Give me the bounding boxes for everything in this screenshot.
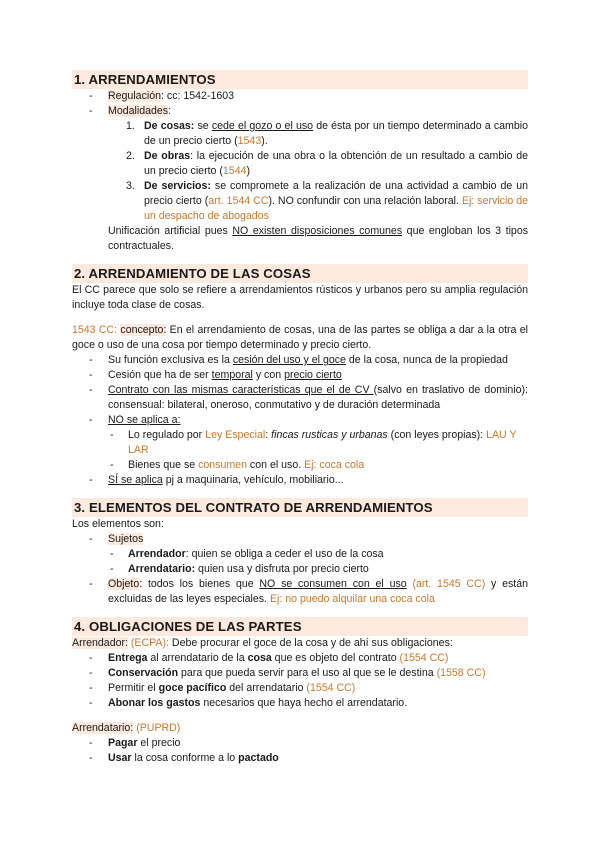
document-page: [72, 70, 528, 776]
modalidades-list: [126, 119, 528, 224]
section-4-title: 4. OBLIGACIONES DE LAS PARTES: [72, 617, 528, 636]
arrendatario-obligaciones-list: [72, 736, 528, 766]
obligacion-pagar: - Pagar el precio: [72, 736, 528, 751]
section-1-list: [72, 89, 528, 119]
regulacion-item: - Regulación: cc: 1542-1603: [72, 89, 528, 104]
section-3-title: 3. ELEMENTOS DEL CONTRATO DE ARRENDAMIENTOS: [72, 498, 528, 517]
si-aplica-item: - SÍ se aplica pj a maquinaria, vehículo, mobiliario...: [72, 473, 528, 488]
cesion-item: - Cesión que ha de ser temporal y con precio cierto: [72, 368, 528, 383]
obligacion-goce: - Permitir el goce pacífico del arrendatario (1554 CC): [72, 681, 528, 696]
arrendatario-paragraph: Arrendatario: (PUPRD): [72, 722, 181, 734]
arrendador-item: - Arrendador: quien se obliga a ceder el uso de la cosa: [108, 547, 528, 562]
arrendador-obligaciones-list: [72, 651, 528, 711]
modalidad-item-1: 1. De cosas: se cede el gozo o el uso de ésta por un tiempo determinado a cambio de un precio cierto (1543).: [126, 120, 528, 147]
section-2-list: [72, 353, 528, 428]
section-2-list-cont: [72, 473, 528, 488]
no-aplica-item: - NO se aplica a:: [72, 413, 528, 428]
obligacion-gastos: - Abonar los gastos necesarios que haya hecho el arrendatario.: [72, 696, 528, 711]
section-arrendamiento-cosas: [72, 264, 528, 488]
bienes-consumen-item: - Bienes que se consumen con el uso. Ej: coca cola: [108, 458, 528, 473]
concepto-paragraph: 1543 CC: concepto: En el arrendamiento de cosas, una de las partes se obliga a dar a la otra el goce o uso de una cosa por tiempo determinado y precio cierto.: [72, 324, 528, 351]
section-2-intro: El CC parece que solo se refiere a arrendamientos rústicos y urbanos pero su amplia regulación incluye toda clase de cosas.: [72, 284, 528, 311]
section-1-title: 1. ARRENDAMIENTOS: [72, 70, 528, 89]
contrato-item: - Contrato con las mismas características que el de CV (salvo en traslativo de dominio): consensual: bilateral, oneroso, conmutativo y de duración determinada: [72, 383, 528, 413]
obligacion-conservacion: - Conservación para que pueda servir para el uso al que se le destina (1558 CC): [72, 666, 528, 681]
arrendador-paragraph: Arrendador: (ECPA): Debe procurar el goce de la cosa y de ahí sus obligaciones:: [72, 637, 453, 649]
ley-especial-item: - Lo regulado por Ley Especial: fincas rusticas y urbanas (con leyes propias): LAU Y LAR: [108, 428, 528, 458]
objeto-item: - Objeto: todos los bienes que NO se consumen con el uso (art. 1545 CC) y están excluidas de las leyes especiales. Ej: no puedo alquilar una coca cola: [72, 577, 528, 607]
no-aplica-sublist: [108, 428, 528, 473]
obligacion-usar: - Usar la cosa conforme a lo pactado: [72, 751, 528, 766]
section-elementos: [72, 498, 528, 607]
arrendatario-item: - Arrendatario: quien usa y disfruta por precio cierto: [108, 562, 528, 577]
modalidades-item: - Modalidades:: [72, 104, 528, 119]
modalidad-item-3: 3. De servicios: se compromete a la realización de una actividad a cambio de un precio cierto (art. 1544 CC). NO confundir con una relación laboral. Ej: servicio de un despacho de abogados: [126, 180, 528, 222]
section-3-list: [72, 532, 528, 547]
sujetos-item: - Sujetos: [72, 532, 528, 547]
section-3-intro: Los elementos son:: [72, 518, 164, 530]
sujetos-sublist: [108, 547, 528, 577]
section-3-list-cont: [72, 577, 528, 607]
unificacion-paragraph: Unificación artificial pues NO existen disposiciones comunes que engloban los 3 tipos contractuales.: [108, 225, 529, 252]
section-obligaciones: [72, 617, 528, 766]
section-arrendamientos: [72, 70, 528, 254]
section-2-title: 2. ARRENDAMIENTO DE LAS COSAS: [72, 264, 528, 283]
funcion-item: - Su función exclusiva es la cesión del uso y el goce de la cosa, nunca de la propiedad: [72, 353, 528, 368]
obligacion-entrega: - Entrega al arrendatario de la cosa que es objeto del contrato (1554 CC): [72, 651, 528, 666]
modalidad-item-2: 2. De obras: la ejecución de una obra o la obtención de un resultado a cambio de un precio cierto (1544): [126, 150, 528, 177]
